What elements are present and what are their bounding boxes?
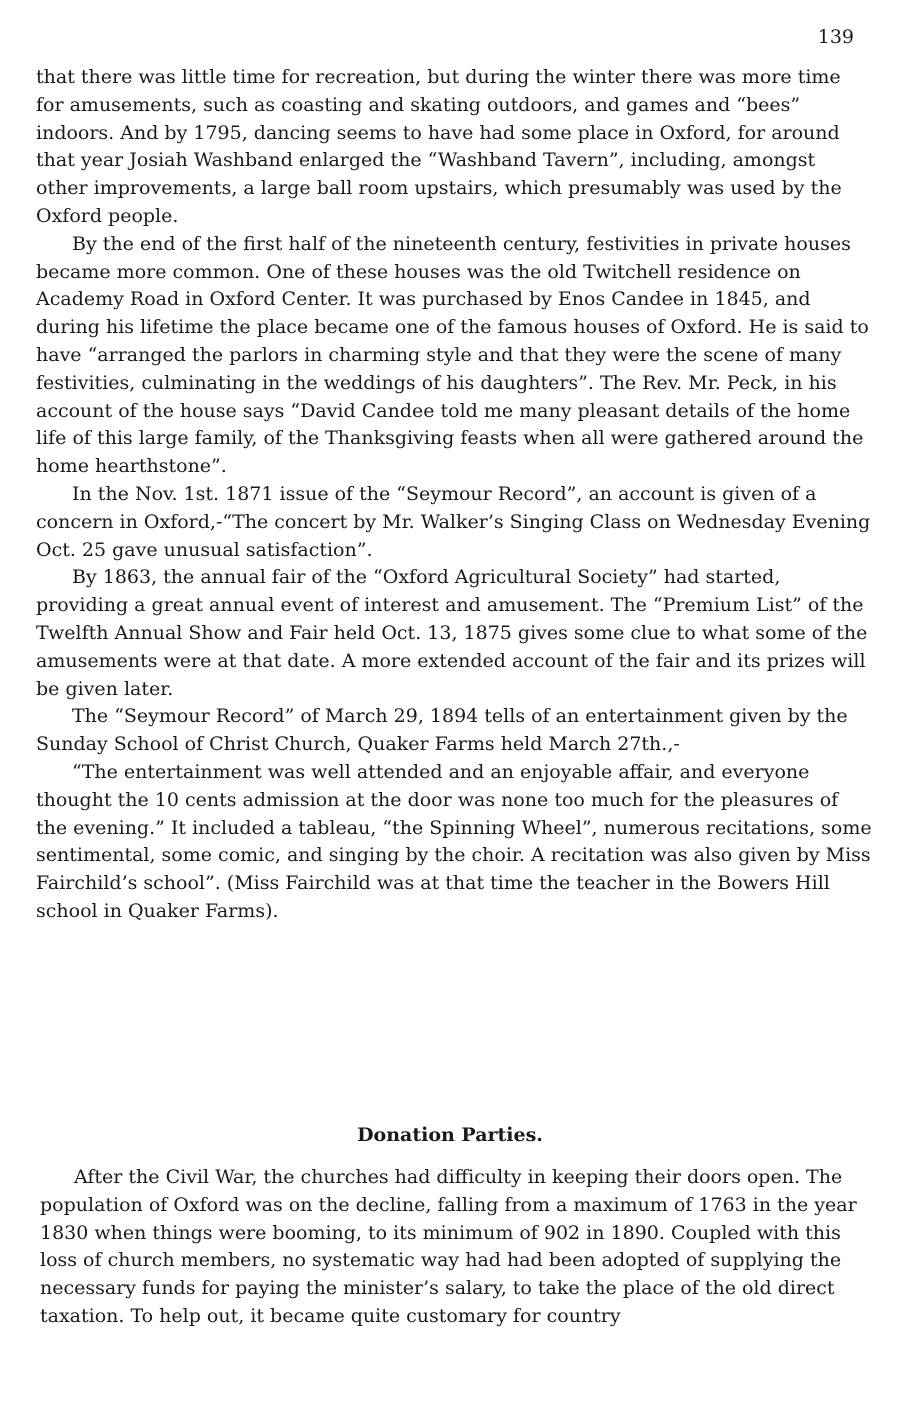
- paragraph-entertainment-quote: “The entertainment was well attended and an enjoyable affair, and everyone thought the 10 cents admission at the door was none too much for the pleasures of the evening.” It included a tableau, “the Spinning Wheel”, numerous recitations, some sentimental, some comic, and singing by the choir. A recitation was also given by Miss Fairchild’s school”. (Miss Fairchild was at that time the teacher in the Bowers Hill school in Quaker Farms).: [36, 760, 872, 922]
- body-text: [36, 64, 872, 926]
- section-donation-parties: [40, 1164, 872, 1331]
- paragraph-concert: In the Nov. 1st. 1871 issue of the “Seymour Record”, an account is given of a concern in Oxford,-“The concert by Mr. Walker’s Singing Class on Wednesday Evening Oct. 25 gave unusual satisfaction”.: [36, 482, 871, 561]
- section-heading: Donation Parties.: [357, 1124, 543, 1146]
- paragraph-seymour-record: The “Seymour Record” of March 29, 1894 tells of an entertainment given by the Sunday School of Christ Church, Quaker Farms held March 27th.,-: [36, 705, 848, 756]
- paragraph-recreation: that there was little time for recreation, but during the winter there was more time for amusements, such as coasting and skating outdoors, and games and “bees” indoors. And by 1795, dancing seems to have had some place in Oxford, for around that year Josiah Washband enlarged the “Washband Tavern”, including, amongst other improvements, a large ball room upstairs, which presumably was used by the Oxford people.: [36, 66, 842, 227]
- page-number: 139: [817, 26, 854, 48]
- paragraph-festivities: By the end of the first half of the nineteenth century, festivities in private houses became more common. One of these houses was the old Twitchell residence on Academy Road in Oxford Center. It was purchased by Enos Candee in 1845, and during his lifetime the place became one of the famous houses of Oxford. He is said to have “arranged the parlors in charming style and that they were the scene of many festivities, culminating in the weddings of his daughters”. The Rev. Mr. Peck, in his account of the house says “David Candee told me many pleasant details of the home life of this large family, of the Thanksgiving feasts when all were gathered around the home hearthstone”.: [36, 232, 869, 478]
- paragraph-fair: By 1863, the annual fair of the “Oxford Agricultural Society” had started, providing a great annual event of interest and amusement. The “Premium List” of the Twelfth Annual Show and Fair held Oct. 13, 1875 gives some clue to what some of the amusements were at that date. A more extended account of the fair and its prizes will be given later.: [36, 566, 868, 700]
- paragraph-civil-war: After the Civil War, the churches had difficulty in keeping their doors open. The population of Oxford was on the decline, falling from a maximum of 1763 in the year 1830 when things were booming, to its minimum of 902 in 1890. Coupled with this loss of church members, no systematic way had had been adopted of supplying the necessary funds for paying the minister’s salary, to take the place of the old direct taxation. To help out, it became quite customary for country: [40, 1166, 857, 1327]
